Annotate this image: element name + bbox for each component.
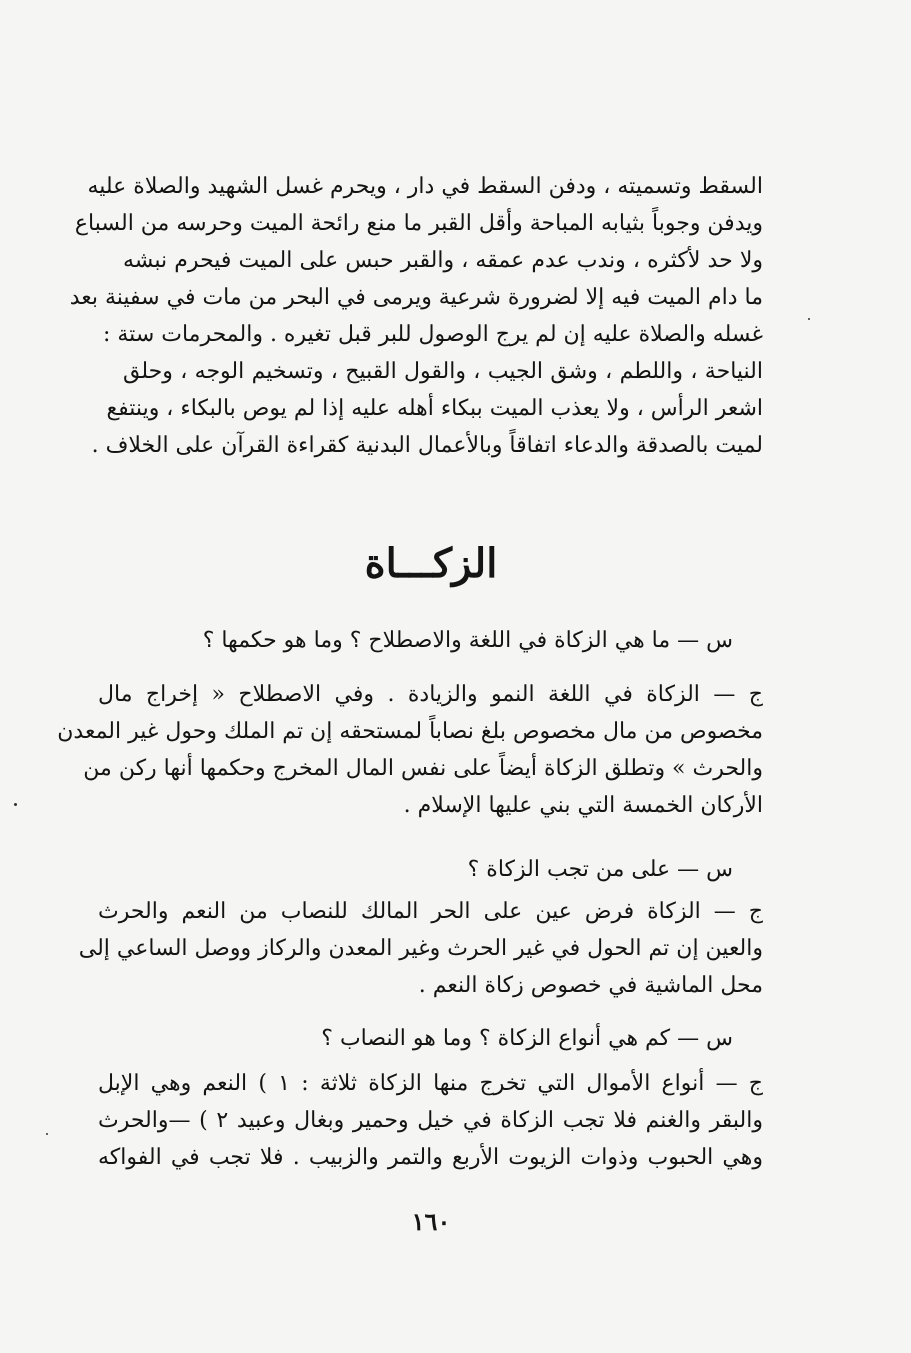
text-line: لميت بالصدقة والدعاء اتفاقاً وبالأعمال البدنية كقراءة القرآن على الخلاف . bbox=[91, 433, 763, 458]
answer-line: والبقر والغنم فلا تجب الزكاة في خيل وحمير وبغال وعبيد ٢ ) —والحرث bbox=[98, 1108, 763, 1133]
page-number: ١٦٠ bbox=[411, 1207, 451, 1236]
answer-line: والحرث » وتطلق الزكاة أيضاً على نفس المال المخرج وحكمها أنها ركن من bbox=[83, 756, 763, 781]
answer-line: ج — الزكاة فرض عين على الحر المالك للنصاب من النعم والحرث bbox=[98, 899, 763, 924]
question-line: س — كم هي أنواع الزكاة ؟ وما هو النصاب ؟ bbox=[321, 1026, 733, 1051]
text-line: غسله والصلاة عليه إن لم يرج الوصول للبر قبل تغيره . والمحرمات ستة : bbox=[102, 322, 763, 347]
question-1 bbox=[93, 622, 733, 659]
question-line: س — ما هي الزكاة في اللغة والاصطلاح ؟ وما هو حكمها ؟ bbox=[202, 628, 733, 653]
answer-1 bbox=[57, 676, 763, 824]
answer-3 bbox=[98, 1065, 763, 1176]
scan-speck bbox=[46, 1133, 48, 1135]
text-line: اشعر الرأس ، ولا يعذب الميت ببكاء أهله عليه إذا لم يوص بالبكاء ، وينتفع bbox=[106, 396, 763, 421]
answer-line: مخصوص من مال مخصوص بلغ نصاباً لمستحقه إن تم الملك وحول غير المعدن bbox=[57, 719, 763, 744]
answer-line: ج — أنواع الأموال التي تخرج منها الزكاة ثلاثة : ١ ) النعم وهي الإبل bbox=[98, 1071, 763, 1096]
answer-line: والعين إن تم الحول في غير الحرث وغير المعدن والركاز ووصل الساعي إلى bbox=[78, 936, 763, 961]
text-line: السقط وتسميته ، ودفن السقط في دار ، ويحرم غسل الشهيد والصلاة عليه bbox=[87, 174, 763, 199]
answer-line: الأركان الخمسة التي بني عليها الإسلام . bbox=[403, 793, 763, 818]
question-2 bbox=[93, 851, 733, 888]
text-line: ولا حد لأكثره ، وندب عدم عمقه ، والقبر حبس على الميت فيحرم نبشه bbox=[123, 248, 763, 273]
question-3 bbox=[93, 1020, 733, 1057]
section-title: الزكـــاة bbox=[364, 540, 498, 587]
text-line: النياحة ، واللطم ، وشق الجيب ، والقول القبيح ، وتسخيم الوجه ، وحلق bbox=[123, 359, 763, 384]
text-line: ويدفن وجوباً بثيابه المباحة وأقل القبر ما منع رائحة الميت وحرسه من السباع bbox=[74, 211, 763, 236]
intro-paragraph bbox=[69, 168, 763, 464]
answer-2 bbox=[78, 893, 763, 1004]
scan-speck bbox=[14, 803, 17, 806]
answer-line: وهي الحبوب وذوات الزيوت الأربع والتمر والزبيب . فلا تجب في الفواكه bbox=[98, 1145, 763, 1170]
answer-line: ج — الزكاة في اللغة النمو والزيادة . وفي الاصطلاح « إخراج مال bbox=[98, 682, 763, 707]
answer-line: محل الماشية في خصوص زكاة النعم . bbox=[418, 973, 763, 998]
scan-speck bbox=[808, 318, 810, 320]
text-line: ما دام الميت فيه إلا لضرورة شرعية ويرمى في البحر من مات في سفينة بعد bbox=[69, 285, 763, 310]
question-line: س — على من تجب الزكاة ؟ bbox=[467, 857, 733, 882]
